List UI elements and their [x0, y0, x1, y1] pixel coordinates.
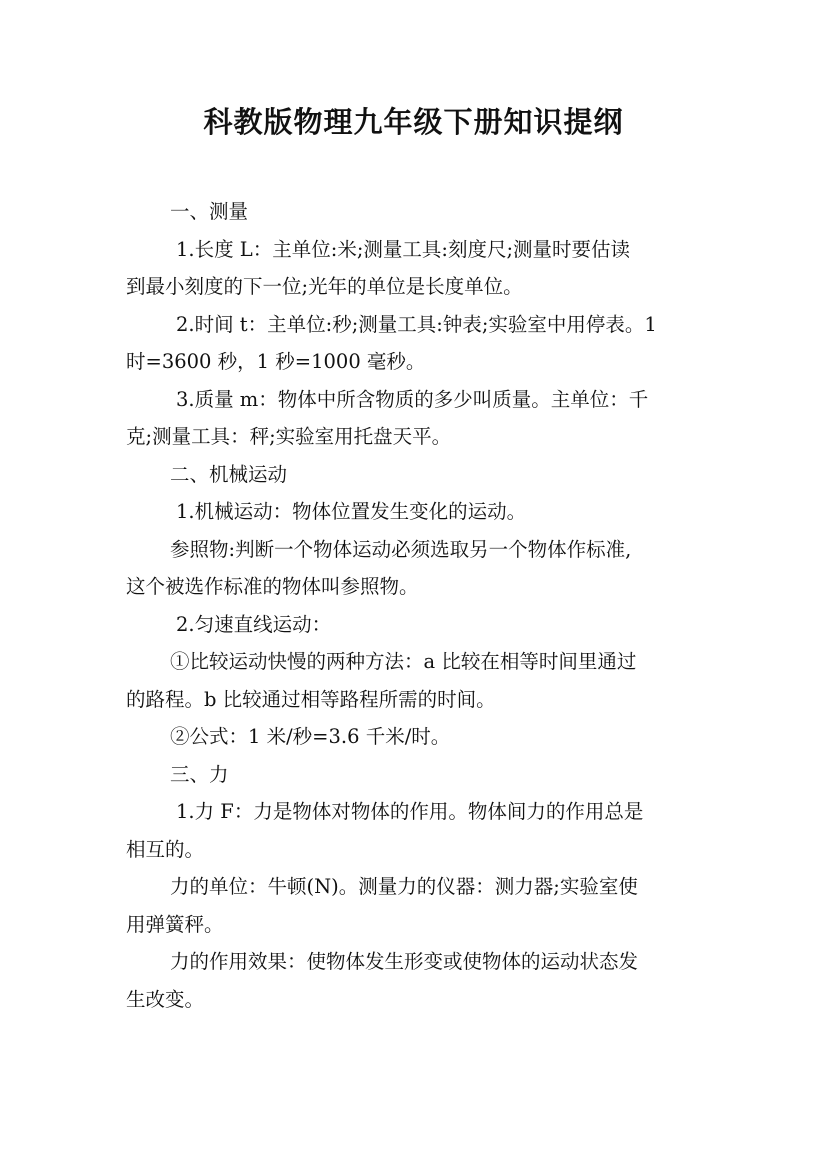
paragraph-line: 的路程。b 比较通过相等路程所需的时间。 — [126, 687, 496, 711]
document-title: 科教版物理九年级下册知识提纲 — [203, 105, 624, 139]
paragraph-line: 参照物:判断一个物体运动必须选取另一个物体作标准, — [170, 537, 632, 561]
section-heading-mechanical-motion: 二、机械运动 — [170, 462, 288, 486]
paragraph-line: 相互的。 — [126, 837, 205, 861]
paragraph-line: 2.匀速直线运动： — [176, 612, 332, 636]
paragraph-line: 到最小刻度的下一位;光年的单位是长度单位。 — [126, 275, 523, 298]
paragraph-line: 3.质量 m：物体中所含物质的多少叫质量。主单位：千 — [176, 387, 649, 411]
document-body — [126, 193, 706, 1018]
paragraph-line: ②公式：1 米/秒=3.6 千米/时。 — [170, 725, 451, 748]
section-heading-measurement: 一、测量 — [170, 200, 249, 223]
paragraph-line: 2.时间 t：主单位:秒;测量工具:钟表;实验室中用停表。1 — [176, 312, 657, 336]
paragraph-line: 时=3600 秒，1 秒=1000 毫秒。 — [126, 350, 426, 373]
paragraph-line: 这个被选作标准的物体叫参照物。 — [126, 575, 419, 598]
paragraph-line: 克;测量工具：秤;实验室用托盘天平。 — [126, 425, 452, 448]
paragraph-line: 用弹簧秤。 — [126, 912, 224, 936]
paragraph-line: ①比较运动快慢的两种方法：a 比较在相等时间里通过 — [170, 650, 637, 673]
paragraph-line: 1.力 F：力是物体对物体的作用。物体间力的作用总是 — [176, 800, 644, 823]
paragraph-line: 生改变。 — [126, 987, 205, 1011]
paragraph-line: 1.长度 L：主单位:米;测量工具:刻度尺;测量时要估读 — [176, 237, 631, 261]
paragraph-line: 1.机械运动：物体位置发生变化的运动。 — [176, 500, 527, 523]
paragraph-line: 力的单位：牛顿(N)。测量力的仪器：测力器;实验室使 — [170, 875, 638, 898]
paragraph-line: 力的作用效果：使物体发生形变或使物体的运动状态发 — [170, 950, 639, 973]
section-heading-force: 三、力 — [170, 762, 229, 786]
